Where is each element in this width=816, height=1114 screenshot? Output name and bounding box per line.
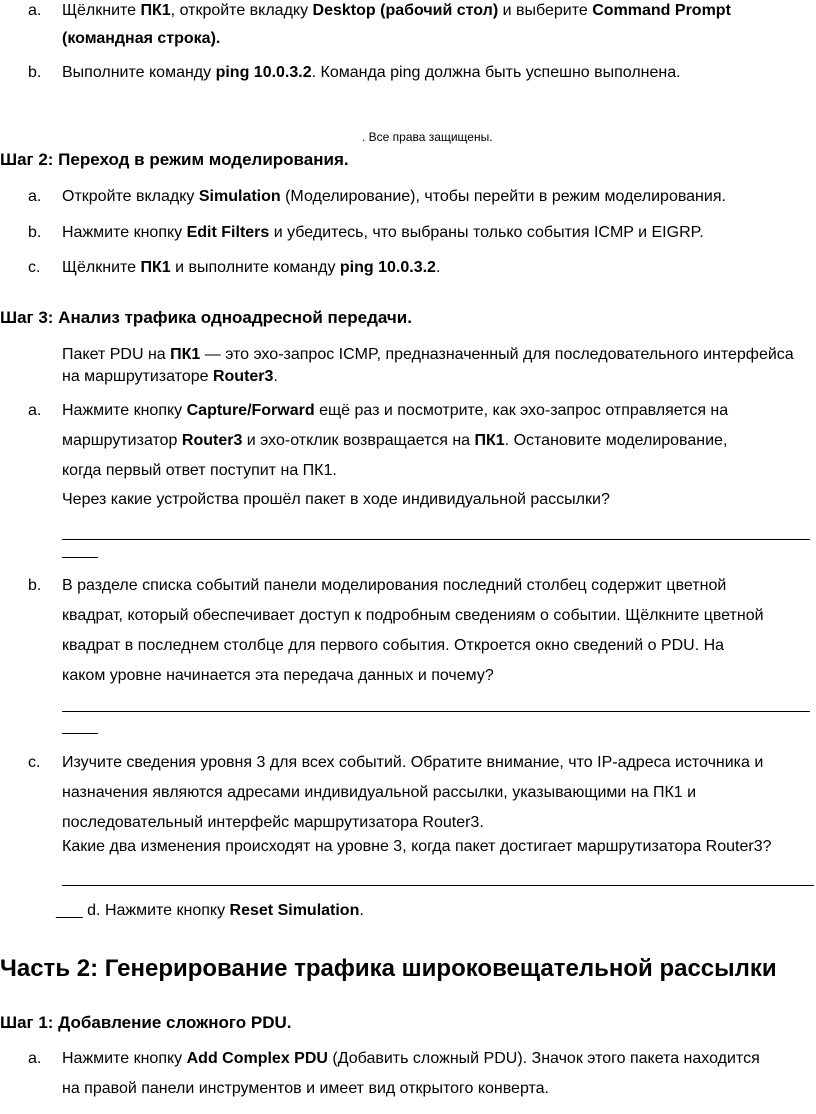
step2-item-c: c. Щёлкните ПК1 и выполните команду ping 10.0.3.2.	[0, 253, 816, 283]
part2-step1-heading: Шаг 1: Добавление сложного PDU.	[0, 1013, 292, 1032]
answer-line-short	[62, 733, 98, 734]
step1-item-a: a. Щёлкните ПК1, откройте вкладку Desktop (рабочий стол) и выберите Command Prompt	[0, 0, 816, 26]
item-marker: c.	[28, 754, 41, 771]
answer-line	[62, 539, 810, 540]
step3-item-d: ___ d. Нажмите кнопку Reset Simulation.	[56, 902, 364, 919]
part2-heading: Часть 2: Генерирование трафика широковещательной рассылки	[0, 955, 777, 982]
step2-heading: Шаг 2: Переход в режим моделирования.	[0, 150, 349, 169]
item-marker: b.	[28, 577, 42, 594]
step3-intro: Пакет PDU на ПК1 — это эхо-запрос ICMP, предназначенный для последовательного интерфейса на маршрутизаторе Router3.	[62, 346, 794, 385]
answer-line-short	[62, 557, 98, 558]
step1-item-a-cont: (командная строка).	[62, 30, 221, 47]
step2-item-b: b. Нажмите кнопку Edit Filters и убедитесь, что выбраны только события ICMP и EIGRP.	[0, 218, 816, 248]
item-marker: a.	[28, 1050, 42, 1067]
answer-line	[62, 711, 810, 712]
answer-line	[62, 885, 814, 886]
item-marker: c.	[28, 259, 41, 276]
copyright-note: . Все права защищены.	[362, 130, 493, 144]
answer-blank: ___	[56, 902, 83, 919]
item-marker: a.	[28, 188, 42, 205]
item-marker: a.	[28, 2, 42, 19]
step2-item-a: a. Откройте вкладку Simulation (Моделирование), чтобы перейти в режим моделирования.	[0, 182, 816, 212]
step3-heading: Шаг 3: Анализ трафика одноадресной передачи.	[0, 308, 412, 327]
step3-question-c: Какие два изменения происходят на уровне 3, когда пакет достигает маршрутизатора Router3?	[62, 838, 772, 855]
item-marker: b.	[28, 64, 42, 81]
item-marker: b.	[28, 224, 42, 241]
step1-item-b: b. Выполните команду ping 10.0.3.2. Команда ping должна быть успешно выполнена.	[0, 58, 816, 88]
item-marker: a.	[28, 402, 42, 419]
step3-question-a: Через какие устройства прошёл пакет в ходе индивидуальной рассылки?	[62, 491, 610, 508]
